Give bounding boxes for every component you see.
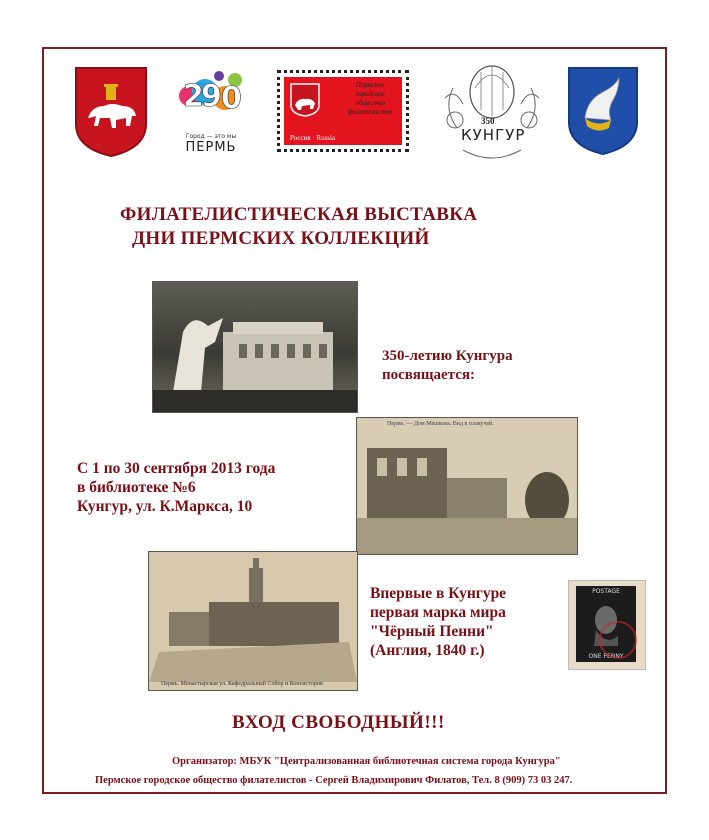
dates-line-1: С 1 по 30 сентября 2013 года — [77, 460, 276, 477]
penny-black-text — [370, 584, 506, 660]
dedication-text — [382, 347, 513, 385]
kungur-coat-of-arms-icon — [567, 66, 639, 156]
stamp-text-2: городское — [355, 90, 385, 98]
exhibition-title — [120, 203, 560, 251]
vintage-photo-cathedral — [148, 551, 358, 691]
penny-line-3: "Чёрный Пенни" — [370, 623, 494, 640]
dates-line-3: Кунгур, ул. К.Маркса, 10 — [77, 498, 253, 515]
penny-line-2: первая марка мира — [370, 604, 506, 621]
title-line-2: ДНИ ПЕРМСКИХ КОЛЛЕКЦИЙ — [132, 228, 430, 249]
free-entry-text: ВХОД СВОБОДНЫЙ!!! — [232, 712, 445, 733]
penny-black-stamp — [568, 580, 646, 670]
philatelist-society-logo — [277, 70, 409, 152]
perm-coat-of-arms-icon — [74, 66, 148, 158]
penny-line-4: (Англия, 1840 г.) — [370, 642, 485, 659]
photo3-caption: Пермь. Монастырская ул. Кафедральный Собор и Консистория. — [161, 681, 325, 687]
svg-text:2: 2 — [183, 79, 204, 114]
kungur-350-emblem — [433, 58, 551, 170]
stamp-text-4: филателистов — [347, 108, 393, 116]
perm-290-logo — [175, 66, 247, 156]
dedication-line-2: посвящается: — [382, 367, 475, 383]
kungur-350-number: 350 — [481, 116, 495, 126]
perm-290-city: ПЕРМЬ — [185, 140, 237, 155]
stamp-text-5: Россия · Russia — [290, 134, 336, 142]
dates-line-2: в библиотеке №6 — [77, 479, 196, 496]
stamp-text-1: Пермское — [355, 81, 385, 89]
perm-bear-small-icon — [290, 83, 320, 117]
penny-line-1: Впервые в Кунгуре — [370, 585, 507, 602]
stamp-value-label: ONE PENNY — [588, 653, 624, 660]
kungur-350-name: КУНГУР — [461, 126, 526, 144]
organizer-line: Организатор: МБУК "Централизованная библиотечная система города Кунгура" — [172, 756, 561, 767]
vintage-photo-monument — [152, 281, 358, 413]
vintage-photo-meshkov-house — [356, 417, 578, 555]
dates-location-text — [77, 459, 275, 516]
svg-text:0: 0 — [221, 81, 242, 116]
photo2-caption: Пермь. — Дом Мешкова. Вид в плавучей. — [387, 421, 494, 427]
title-line-1: ФИЛАТЕЛИСТИЧЕСКАЯ ВЫСТАВКА — [120, 204, 478, 225]
stamp-postage-label: POSTAGE — [592, 588, 620, 595]
svg-text:9: 9 — [201, 79, 222, 114]
perm-290-tagline: Город — это мы — [185, 133, 237, 140]
contact-line: Пермское городское общество филателистов - Сергей Владимирович Филатов, Тел. 8 (909) 73 03 247. — [95, 775, 573, 786]
dedication-line-1: 350-летию Кунгура — [382, 348, 513, 364]
stamp-text-3: общество — [354, 99, 385, 107]
